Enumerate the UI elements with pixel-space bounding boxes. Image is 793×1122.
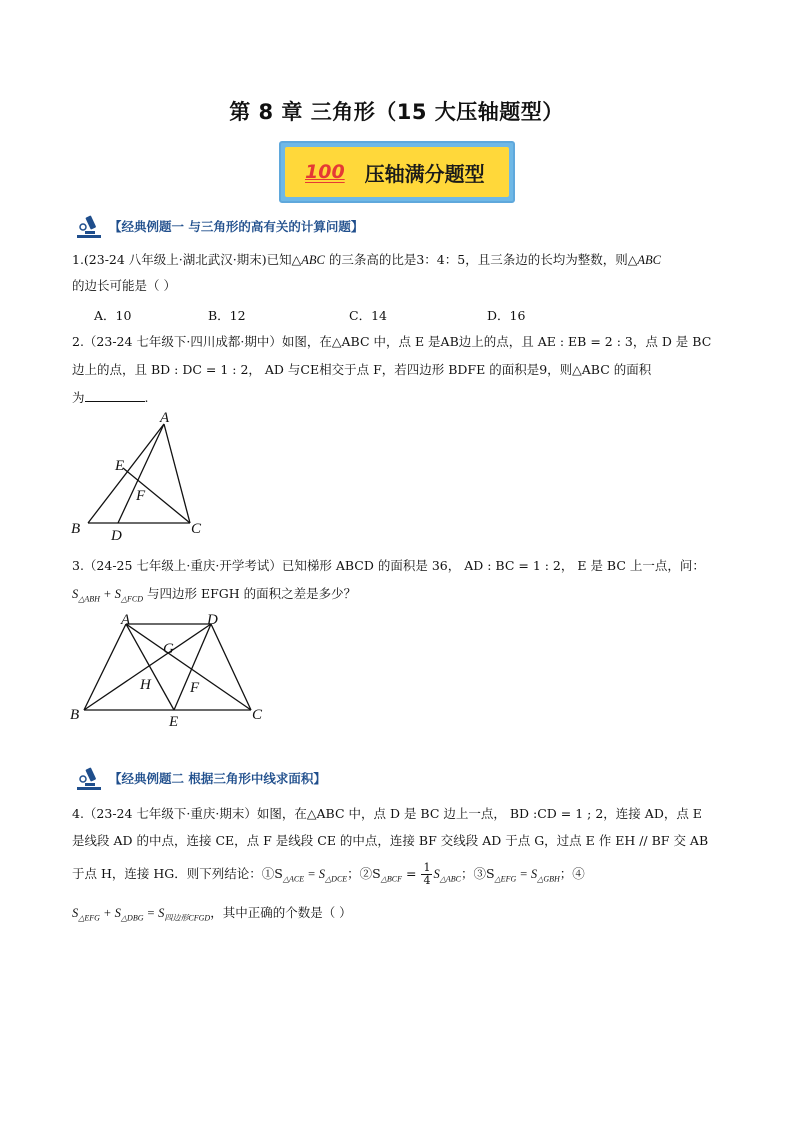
banner-label: 压轴满分题型	[364, 161, 485, 186]
topic-banner	[279, 141, 515, 203]
label-f: F	[136, 488, 146, 504]
q2-line1: 2.（23-24 七年级下·四川成都·期中）如图，在△ABC 中，点 E 是AB边上的点，且 AE : EB = 2 : 3，点 D 是 BC	[72, 334, 712, 349]
figure-1-triangle	[66, 410, 216, 545]
microscope-icon	[75, 765, 105, 791]
fraction-one-quarter: $\frac{1}{4}$	[423, 861, 431, 887]
label-g: G	[163, 641, 174, 657]
label-a: A	[160, 410, 170, 426]
figure-2-trapezoid	[66, 610, 276, 735]
label-d: D	[207, 612, 218, 628]
q1-line1: 1.(23-24 八年级上·湖北武汉·期末)已知△ABC 的三条高的比是3：4：5，且三条边的长均为整数，则△ABC	[72, 252, 661, 267]
label-d: D	[111, 528, 122, 544]
q1-option-b: B．12	[208, 308, 246, 323]
q1-line2: 的边长可能是（ ）	[72, 278, 176, 293]
label-c: C	[191, 521, 202, 537]
label-e: E	[115, 458, 125, 474]
q4-line4: $S_{\triangle EFG} + S_{\triangle DBG} = S_{四边形CFGD}$，其中正确的个数是（ ）	[72, 905, 352, 923]
label-h: H	[140, 677, 151, 693]
q1-option-a: A．10	[94, 308, 132, 323]
label-a: A	[121, 612, 131, 628]
q4-line3: 于点 H，连接 HG．则下列结论：$①S_{\triangle ACE} = S_{\triangle DCE}$；$②S_{\triangle BCF}$ = $\frac{1}{4}$ $S_{\triangle ABC}$；$③S_{\triangle EFG} = S_{\triangle GBH}$；④	[72, 861, 585, 887]
hundred-points-icon: 100	[305, 161, 345, 183]
label-c: C	[252, 707, 263, 723]
q3-line2: $S_{\triangle ABH} + S_{\triangle FCD}$ 与四边形 EFGH 的面积之差是多少？	[72, 586, 357, 604]
label-f: F	[190, 680, 200, 696]
q4-line2: 是线段 AD 的中点，连接 CE，点 F 是线段 CE 的中点，连接 BF 交线段 AD 于点 G，过点 E 作 EH // BF 交 AB	[72, 833, 709, 848]
label-b: B	[70, 707, 80, 723]
q4-line1: 4.（23-24 七年级下·重庆·期末）如图，在△ABC 中，点 D 是 BC 边上一点， BD :CD = 1 ; 2，连接 AD，点 E	[72, 806, 702, 821]
section-header-1	[75, 212, 363, 240]
q1-option-c: C．14	[349, 308, 387, 323]
q3-line1: 3.（24-25 七年级上·重庆·开学考试）已知梯形 ABCD 的面积是 36， AD : BC = 1 : 2， E 是 BC 上一点，问：	[72, 558, 705, 573]
label-e: E	[169, 714, 179, 730]
section-2-label: 【经典例题二 根据三角形中线求面积】	[109, 771, 326, 786]
q2-line2: 边上的点，且 BD : DC = 1 : 2， AD 与CE相交于点 F，若四边形 BDFE 的面积是9，则△ABC 的面积	[72, 362, 652, 377]
page-title: 第 8 章 三角形（15 大压轴题型）	[229, 100, 564, 124]
label-b: B	[71, 521, 81, 537]
section-header-2	[75, 764, 326, 792]
answer-blank	[85, 388, 145, 402]
microscope-icon	[75, 213, 105, 239]
section-1-label: 【经典例题一 与三角形的高有关的计算问题】	[109, 219, 364, 234]
q2-line3: 为 .	[72, 390, 149, 405]
q1-option-d: D．16	[487, 308, 526, 323]
